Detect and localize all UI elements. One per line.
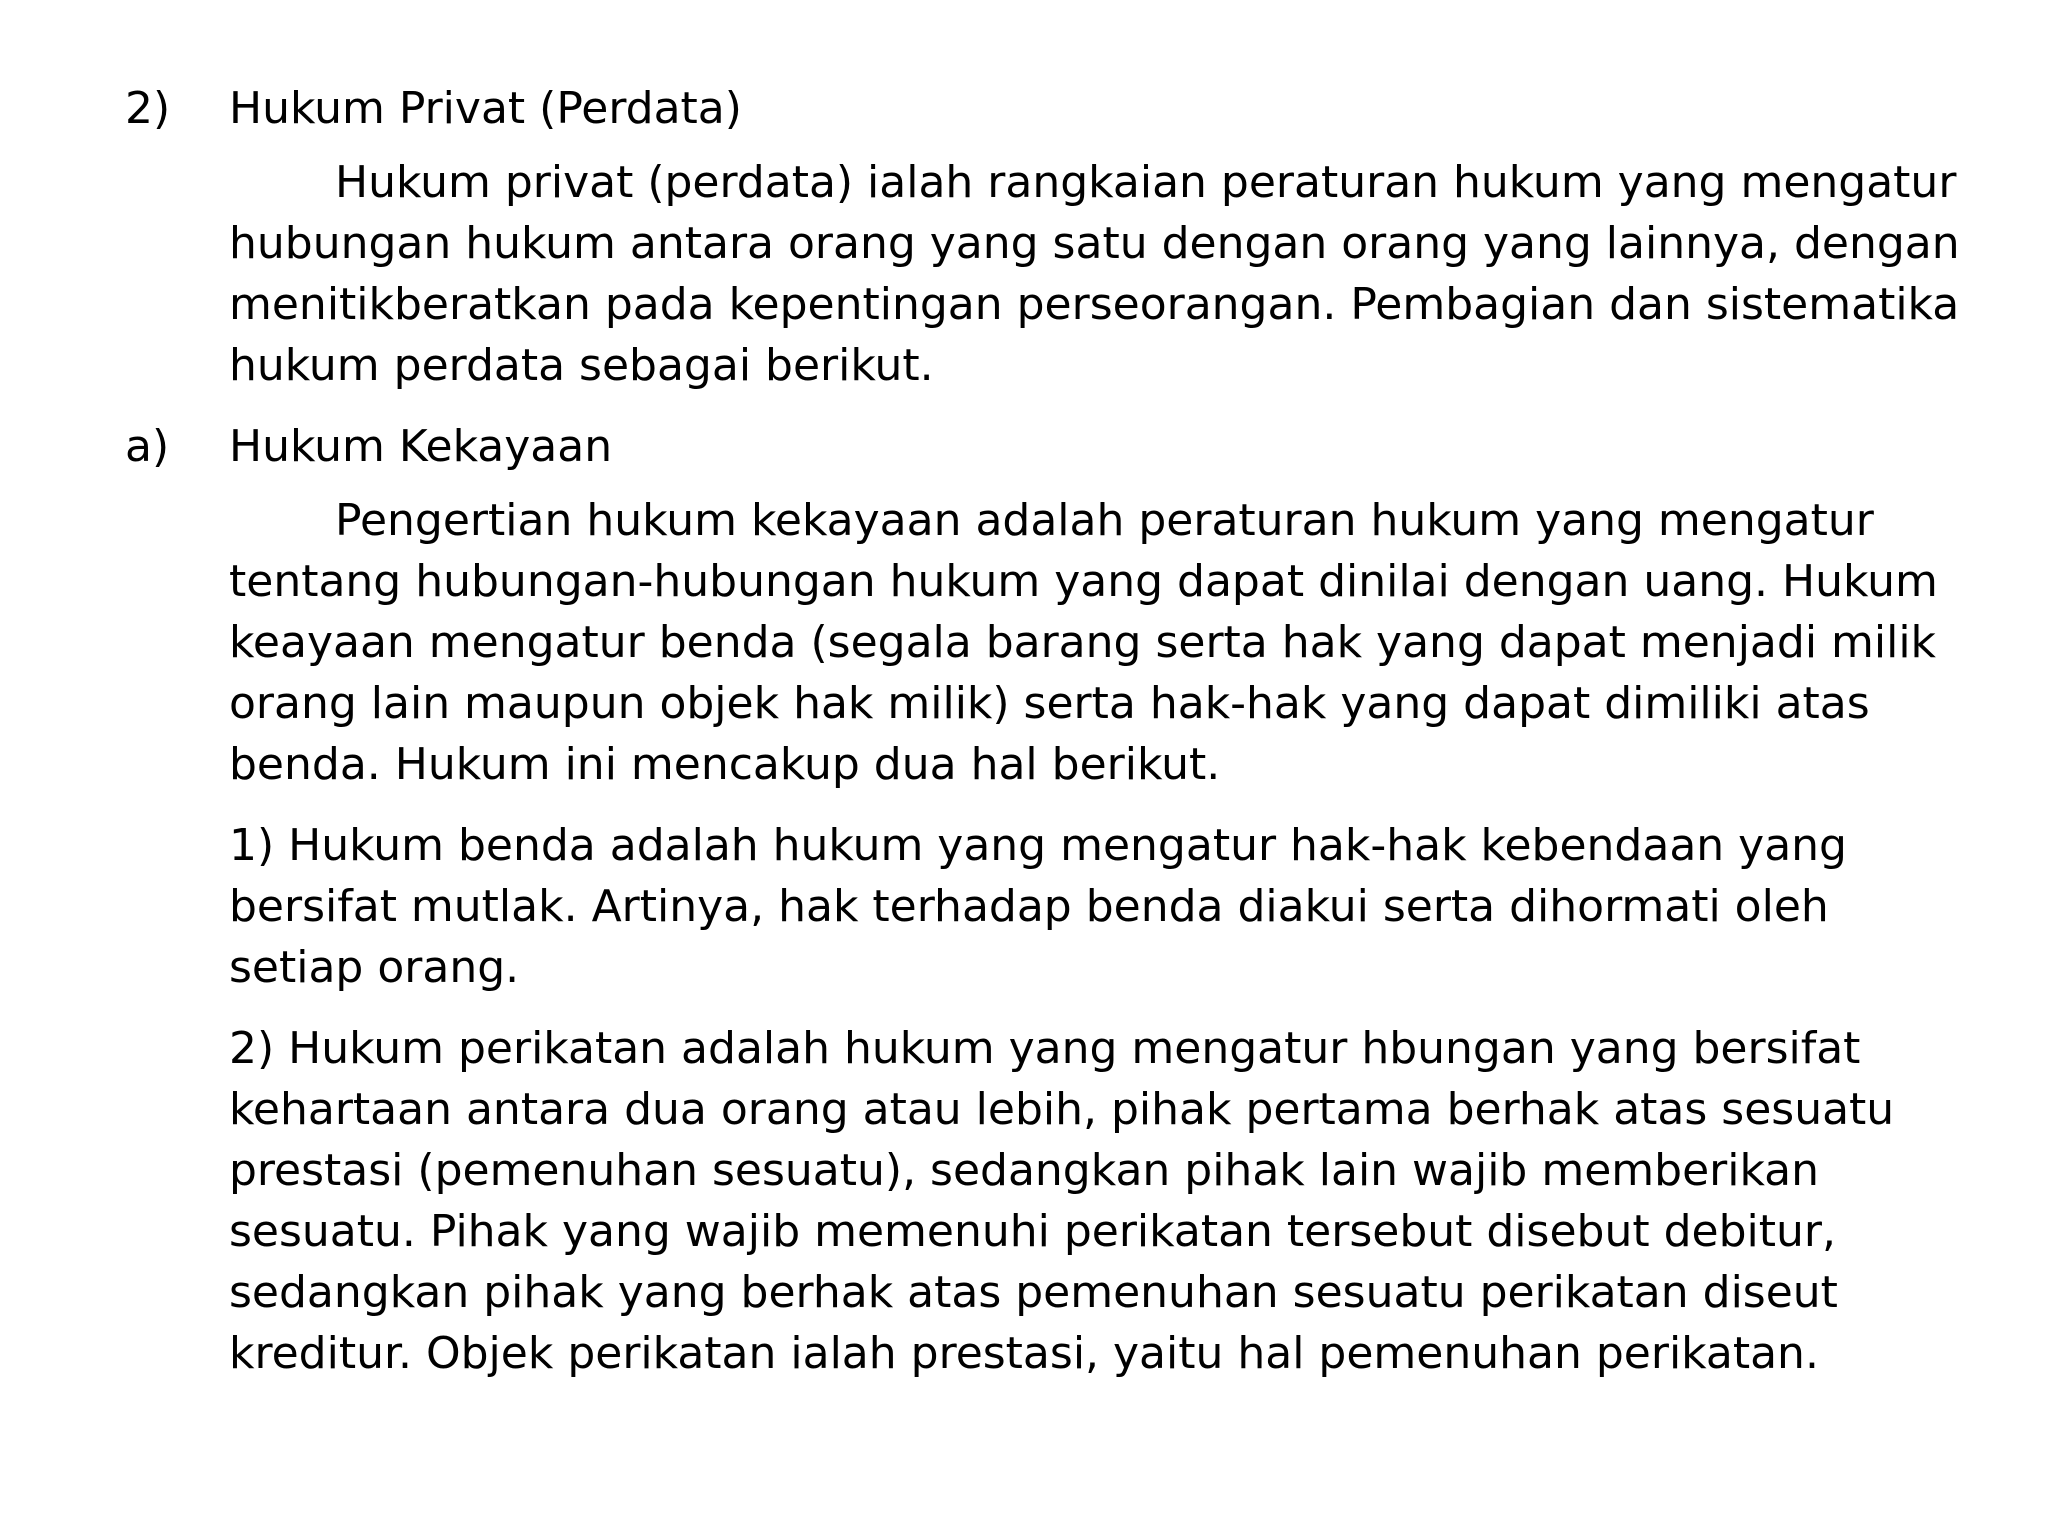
section-marker: a) [125,421,170,472]
section-paragraph-hukum-kekayaan: Pengertian hukum kekayaan adalah peraturan hukum yang mengatur tentang hubungan-hubungan hukum yang dapat dinilai dengan uang. Hukum keayaan mengatur benda (segala barang serta hak yang dapat menjadi milik orang lain maupun objek hak milik) serta hak-hak yang dapat dimiliki atas benda. Hukum ini mencakup dua hal berikut. [229,495,1938,790]
section-marker: 2) [125,83,171,134]
section-heading-hukum-privat [0,78,1968,139]
list-item-hukum-perikatan: 2) Hukum perikatan adalah hukum yang mengatur hbungan yang bersifat kehartaan antara dua orang atau lebih, pihak pertama berhak atas sesuatu prestasi (pemenuhan sesuatu), sedangkan pihak lain wajib memberikan sesuatu. Pihak yang wajib memenuhi perikatan tersebut disebut debitur, sedangkan pihak yang berhak atas pemenuhan sesuatu perikatan diseut kreditur. Objek perikatan ialah prestasi, yaitu hal pemenuhan perikatan. [229,1023,1895,1379]
section-paragraph-hukum-privat: Hukum privat (perdata) ialah rangkaian peraturan hukum yang mengatur hubungan hukum antara orang yang satu dengan orang yang lainnya, dengan menitikberatkan pada kepentingan perseorangan. Pembagian dan sistematika hukum perdata sebagai berikut. [229,157,1960,391]
section-title: Hukum Kekayaan [229,421,613,472]
section-heading-hukum-kekayaan [0,416,1968,477]
section-title: Hukum Privat (Perdata) [229,83,742,134]
list-item-hukum-benda: 1) Hukum benda adalah hukum yang mengatur hak-hak kebendaan yang bersifat mutlak. Artinya, hak terhadap benda diakui serta dihormati oleh setiap orang. [229,820,1847,993]
